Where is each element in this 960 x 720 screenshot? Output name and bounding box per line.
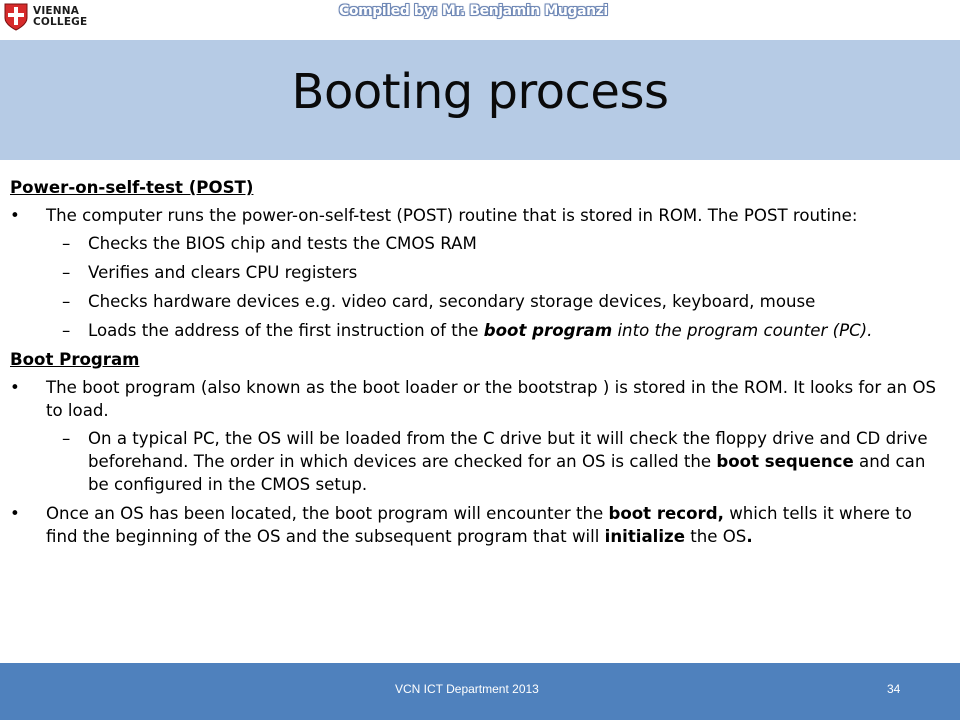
dash-marker: – <box>62 429 71 448</box>
slide-content <box>10 176 940 553</box>
slide-title: Booting process <box>291 64 669 120</box>
sub-item-text: Loads the address of the first instruction of the <box>88 321 484 340</box>
boot-sequence-term: boot sequence <box>716 452 854 471</box>
section-heading-boot-program: Boot Program <box>10 350 140 369</box>
page-number: 34 <box>887 682 901 696</box>
sub-item-text-end: and can be configured in the CMOS setup. <box>88 452 926 494</box>
section-heading-post: Power-on-self-test (POST) <box>10 178 254 197</box>
college-logo <box>3 2 87 32</box>
sub-item-text: Checks hardware devices e.g. video card, secondary storage devices, keyboard, mouse <box>88 292 816 311</box>
logo-text <box>33 6 87 28</box>
shield-icon <box>3 2 29 32</box>
logo-line-1: VIENNA <box>33 5 80 17</box>
bullet-text-end: the OS <box>684 527 747 546</box>
footer-text: VCN ICT Department 2013 <box>395 682 539 696</box>
sub-item-text-italic: into the program counter (PC). <box>612 321 873 340</box>
logo-line-2: COLLEGE <box>33 16 88 28</box>
final-period: . <box>746 527 753 546</box>
dash-marker: – <box>62 321 71 340</box>
initialize-term: initialize <box>604 527 685 546</box>
bullet-text: Once an OS has been located, the boot program will encounter the <box>46 504 609 523</box>
sub-item <box>10 290 940 313</box>
sub-item-text: Checks the BIOS chip and tests the CMOS RAM <box>88 234 477 253</box>
boot-program-term: boot program <box>483 321 613 340</box>
boot-record-term: boot record, <box>608 504 724 523</box>
dash-marker: – <box>62 263 71 282</box>
dash-marker: – <box>62 292 71 311</box>
sub-item <box>10 427 940 496</box>
sub-item <box>10 232 940 255</box>
sub-item-text: Verifies and clears CPU registers <box>88 263 358 282</box>
sub-item <box>10 319 940 342</box>
top-bar <box>0 0 960 40</box>
sub-item-text: On a typical PC, the OS will be loaded from the C drive but it will check the floppy drive and CD drive beforehand. The order in which devices are checked for an OS is called the <box>88 429 928 471</box>
dash-marker: – <box>62 234 71 253</box>
bullet-boot-program: • The boot program (also known as the boot loader or the bootstrap ) is stored in the ROM. It looks for an OS to load. <box>10 376 940 422</box>
bullet-post-routine: • The computer runs the power-on-self-test (POST) routine that is stored in ROM. The POST routine: <box>10 204 940 227</box>
bullet-boot-record <box>10 502 940 548</box>
compiled-by-text: Compiled by: Mr. Benjamin Muganzi <box>339 3 608 19</box>
sub-item <box>10 261 940 284</box>
bullet-text-mid: which tells it where to find the beginning of the OS and the subsequent program that will <box>46 504 912 546</box>
